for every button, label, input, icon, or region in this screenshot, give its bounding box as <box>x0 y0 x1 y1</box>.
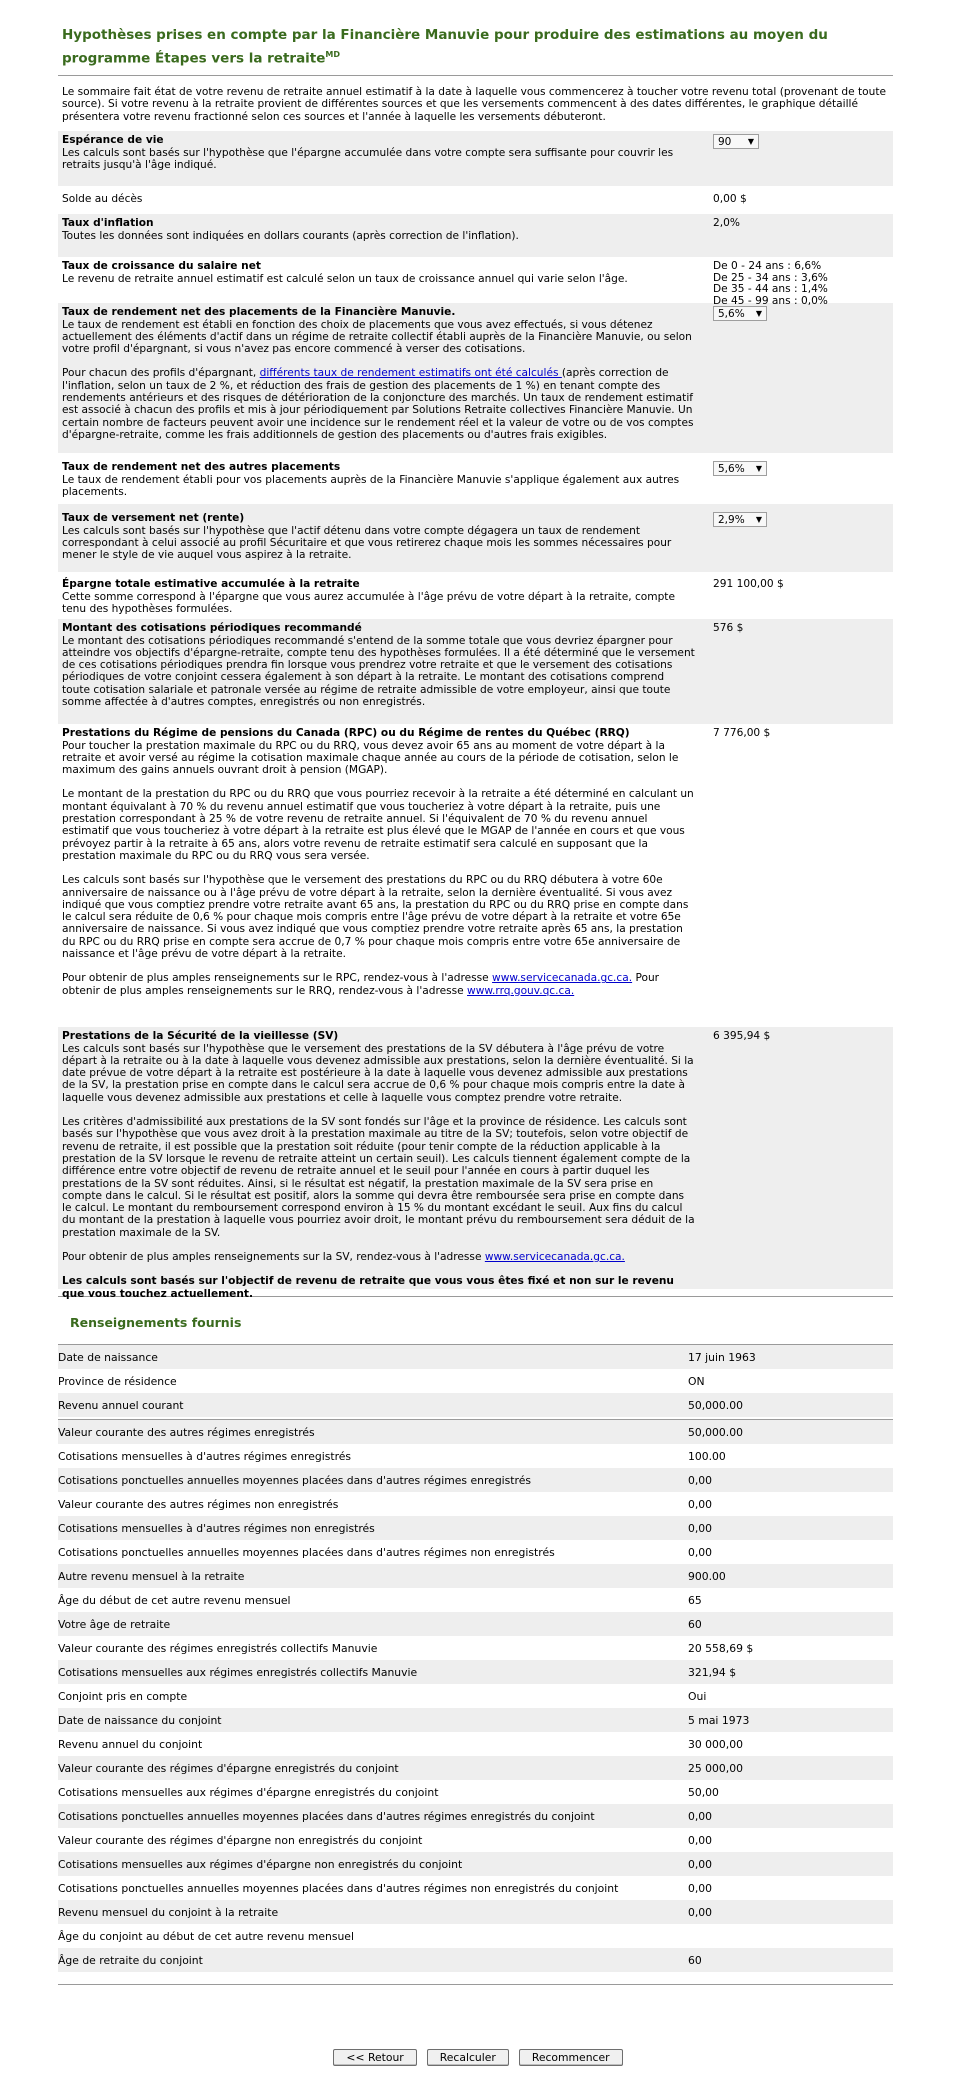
assumption-inflation: Taux d'inflation Toutes les données sont indiquées en dollars courants (après correction de l'inflation). 2,0% <box>58 214 893 257</box>
row-value: 25 000,00 <box>688 1761 743 1775</box>
row-label: Cotisations mensuelles aux régimes enregistrés collectifs Manuvie <box>58 1665 418 1679</box>
row-label: Votre âge de retraite <box>58 1617 171 1631</box>
recalculate-button[interactable]: Recalculer <box>427 2049 509 2066</box>
intro-text: Le sommaire fait état de votre revenu de retraite annuel estimatif à la date à laquelle vous commencerez à toucher votre revenu total (provenant de toute source). Si votre revenu à la retraite provient de différentes sources et que les versements commencent à des dates différentes, le graphique détaillé présentera votre revenu fractionné selon ces sources et l'année à laquelle les versements débuteront. <box>62 85 887 123</box>
table-row <box>58 1900 893 1924</box>
row-label: Cotisations mensuelles à d'autres régimes non enregistrés <box>58 1521 375 1535</box>
assumptions-page <box>58 0 893 1985</box>
back-button[interactable]: << Retour <box>333 2049 416 2066</box>
table-row <box>58 1516 893 1540</box>
row-value: 60 <box>688 1617 702 1631</box>
row-label: Cotisations mensuelles aux régimes d'épargne non enregistrés du conjoint <box>58 1857 463 1871</box>
row-value: 17 juin 1963 <box>688 1350 756 1364</box>
provided-info-title: Renseignements fournis <box>70 1315 242 1331</box>
other-return-select[interactable]: 5,6% ▼ <box>713 461 767 476</box>
table-row <box>58 1420 893 1444</box>
assumption-balance-at-death: Solde au décès 0,00 $ <box>62 193 747 206</box>
row-value: 30 000,00 <box>688 1737 743 1751</box>
assumption-payout-rate: Taux de versement net (rente) Les calculs sont basés sur l'hypothèse que l'actif détenu dans votre compte dégagera un taux de rendement correspondant à celui associé au profil Sécuritaire et que vous retirerez chaque mois les sommes nécessaires pour mener le style de vie auquel vous aspirez à la retraite. 2,9% ▼ <box>58 504 893 572</box>
row-value: 50,000.00 <box>688 1398 743 1412</box>
row-label: Cotisations ponctuelles annuelles moyennes placées dans d'autres régimes non enregistrés du conjoint <box>58 1881 619 1895</box>
servicecanada-oas-link[interactable]: www.servicecanada.gc.ca. <box>484 1251 625 1264</box>
row-value: 50,00 <box>688 1785 719 1799</box>
row-label: Valeur courante des régimes d'épargne enregistrés du conjoint <box>58 1761 399 1775</box>
row-label: Valeur courante des régimes d'épargne non enregistrés du conjoint <box>58 1833 423 1847</box>
table-row <box>58 1393 893 1417</box>
row-label: Valeur courante des autres régimes non enregistrés <box>58 1497 339 1511</box>
button-bar <box>0 2049 956 2066</box>
assumption-life-expectancy: Espérance de vie Les calculs sont basés sur l'hypothèse que l'épargne accumulée dans votre compte sera suffisante pour couvrir les retraits jusqu'à l'âge indiqué. 90 ▼ <box>58 131 893 186</box>
page-title: Hypothèses prises en compte par la Financière Manuvie pour produire des estimations au moyen du programme Étapes vers la retraite$^{MD}$ <box>62 27 828 67</box>
table-row <box>58 1345 893 1369</box>
table-row <box>58 1660 893 1684</box>
row-value: 0,00 <box>688 1905 713 1919</box>
row-value: 5 mai 1973 <box>688 1713 750 1727</box>
table-row <box>58 1876 893 1900</box>
row-value: 60 <box>688 1953 702 1967</box>
assumption-other-return: Taux de rendement net des autres placements Le taux de rendement établi pour vos placements auprès de la Financière Manuvie s'applique également aux autres placements. 5,6% ▼ <box>58 453 893 504</box>
restart-button[interactable]: Recommencer <box>519 2049 623 2066</box>
row-value: 0,00 <box>688 1857 713 1871</box>
row-label: Revenu annuel courant <box>58 1398 184 1412</box>
table-row <box>58 1588 893 1612</box>
life-expectancy-select[interactable]: 90 ▼ <box>713 134 759 149</box>
table-row <box>58 1924 893 1948</box>
row-label: Âge de retraite du conjoint <box>58 1953 203 1967</box>
assumption-oas: Prestations de la Sécurité de la vieillesse (SV) Les calculs sont basés sur l'hypothèse que le versement des prestations de la SV débutera à l'âge prévu de votre départ à la retraite ou à la date à laquelle vous devenez admissible aux prestations, selon la dernière éventualité. Si la date prévue de votre départ à la retraite est postérieure à la date à laquelle vous devenez admissible aux prestations de la SV, la prestation prise en compte dans le calcul sera accrue de 0,6 % pour chaque mois compris entre la date à laquelle vous devenez admissible aux prestations et celle à laquelle vous comptez prendre votre retraite. Les critères d'admissibilité aux prestations de la SV sont fondés sur l'âge et la province de résidence. Les calculs sont basés sur l'hypothèse que vous avez droit à la prestation maximale au titre de la SV; toutefois, selon votre objectif de revenu de retraite, il est possible que la prestation soit réduite (pour tenir compte de la réduction applicable à la prestation de la SV lorsque le revenu de retraite atteint un certain seuil). Les calculs tiennent également compte de la différence entre votre objectif de revenu de retraite annuel et le seuil pour l'année en cours à partir duquel les prestations de la SV sont réduites. Ainsi, si le résultat est négatif, la prestation maximale de la SV sera prise en compte dans le calcul. Si le résultat est positif, alors la somme qui devra être remboursée sera prise en compte dans le calcul. Le montant du remboursement correspond environ à 15 % du montant excédant le seuil. Aux fins du calcul du montant de la prestation à laquelle vous pourriez avoir droit, le montant prévu du remboursement sera déduit de la prestation maximale de la SV. Pour obtenir de plus amples renseignements sur la SV, rendez-vous à l'adresse www.servicecanada.gc.ca. Les calculs sont basés sur l'objectif de revenu de retraite que vous vous êtes fixé et non sur le revenu que vous touchez actuellement. 6 395,94 $ <box>58 1027 893 1289</box>
assumption-cpp: Prestations du Régime de pensions du Canada (RPC) ou du Régime de rentes du Québec (RRQ) Pour toucher la prestation maximale du RPC ou du RRQ, vous devez avoir 65 ans au moment de votre départ à la retraite et avoir versé au régime la cotisation maximale chaque année au cours de la période de cotisation, selon le maximum des gains annuels ouvrant droit à pension (MGAP). Le montant de la prestation du RPC ou du RRQ que vous pourriez recevoir à la retraite a été déterminé en calculant un montant équivalant à 70 % du revenu annuel estimatif que vous toucheriez à votre départ à la retraite, puis une prestation correspondant à 25 % de votre revenu de retraite annuel. Si l'équivalent de 70 % du revenu annuel estimatif que vous toucheriez à votre départ à la retraite est plus élevé que le MGAP de l'année en cours et que vous prévoyez partir à la retraite à 65 ans, alors votre revenu de retraite estimatif sera calculé en supposant que la prestation maximale du RPC ou du RRQ vous sera versée. Les calculs sont basés sur l'hypothèse que le versement des prestations du RPC ou du RRQ débutera à votre 60e anniversaire de naissance ou à l'âge prévu de votre départ à la retraite, selon la dernière éventualité. Si vous avez indiqué que vous comptiez prendre votre retraite avant 65 ans, la prestation du RPC ou du RRQ prise en compte dans le calcul sera réduite de 0,6 % pour chaque mois compris entre l'âge prévu de votre départ à la retraite et votre 65e anniversaire de naissance. Si vous avez indiqué que vous comptiez prendre votre retraite après 65 ans, la prestation du RPC ou du RRQ prise en compte sera accrue de 0,7 % pour chaque mois compris entre votre 65e anniversaire de naissance et l'âge prévu de votre départ à la retraite. Pour obtenir de plus amples renseignements sur le RPC, rendez-vous à l'adresse www.servicecanada.gc.ca. Pour obtenir de plus amples renseignements sur le RRQ, rendez-vous à l'adresse www.rrq.gouv.qc.ca. 7 776,00 $ <box>62 727 771 997</box>
row-value: 20 558,69 $ <box>688 1641 754 1655</box>
row-label: Cotisations ponctuelles annuelles moyennes placées dans d'autres régimes non enregistrés <box>58 1545 555 1559</box>
row-value: 100.00 <box>688 1449 726 1463</box>
divider <box>58 1984 893 1985</box>
row-label: Âge du début de cet autre revenu mensuel <box>58 1593 291 1607</box>
return-rates-link[interactable]: différents taux de rendement estimatifs ont été calculés <box>259 367 562 380</box>
table-row <box>58 1369 893 1393</box>
dropdown-arrow-icon: ▼ <box>755 308 762 318</box>
table-row <box>58 1564 893 1588</box>
row-value: 0,00 <box>688 1521 713 1535</box>
table-row <box>58 1540 893 1564</box>
assumption-salary-growth: Taux de croissance du salaire net Le revenu de retraite annuel estimatif est calculé selon un taux de croissance annuel qui varie selon l'âge. De 0 - 24 ans : 6,6% De 25 - 34 ans : 3,6% De 35 - 44 ans : 1,4% De 45 - 99 ans : 0,0% <box>62 260 828 307</box>
row-value: 900.00 <box>688 1569 726 1583</box>
assumption-manulife-return: Taux de rendement net des placements de la Financière Manuvie. Le taux de rendement est établi en fonction des choix de placements que vous avez effectués, si vous détenez actuellement des éléments d'actif dans un régime de retraite collectif établi auprès de la Financière Manuvie, ou selon votre profil d'épargnant, si vous n'avez pas encore commencé à verser des cotisations. Pour chacun des profils d'épargnant, différents taux de rendement estimatifs ont été calculés (après correction de l'inflation, selon un taux de 2 %, et réduction des frais de gestion des placements de 1 %) en tenant compte des rendements antérieurs et des risques de détérioration de la conjoncture des marchés. Un taux de rendement estimatif est associé à chacun des profils et mis à jour périodiquement par Solutions Retraite collectives Financière Manuvie. Un certain nombre de facteurs peuvent avoir une incidence sur le rendement réel et la valeur de votre ou de vos comptes d'épargne-retraite, comme les frais additionnels de gestion des placements ou d'autres frais exigibles. 5,6% ▼ <box>58 303 893 453</box>
row-label: Autre revenu mensuel à la retraite <box>58 1569 245 1583</box>
table-row <box>58 1948 893 1972</box>
dropdown-arrow-icon: ▼ <box>755 514 762 524</box>
row-label: Cotisations mensuelles à d'autres régimes enregistrés <box>58 1449 352 1463</box>
row-value: 321,94 $ <box>688 1665 737 1679</box>
row-value: 0,00 <box>688 1809 713 1823</box>
row-value: 50,000.00 <box>688 1425 743 1439</box>
table-row <box>58 1732 893 1756</box>
table-row <box>58 1804 893 1828</box>
row-label: Revenu annuel du conjoint <box>58 1737 203 1751</box>
table-row <box>58 1780 893 1804</box>
assumption-contributions: Montant des cotisations périodiques recommandé Le montant des cotisations périodiques recommandé s'entend de la somme totale que vous devriez épargner pour atteindre vos objectifs d'épargne-retraite, compte tenu des hypothèses formulées. Il a été déterminé que le versement de ces cotisations périodiques prendra fin lorsque vous prendrez votre retraite et que le versement des cotisations périodiques de votre conjoint cessera également à son départ à la retraite. Le montant des cotisations comprend toute cotisation salariale et patronale versée au régime de retraite admissible de votre employeur, ainsi que toute somme affectée à d'autres comptes, enregistrés ou non enregistrés. 576 $ <box>58 619 893 724</box>
row-label: Conjoint pris en compte <box>58 1689 188 1703</box>
row-label: Âge du conjoint au début de cet autre revenu mensuel <box>58 1929 354 1943</box>
row-label: Valeur courante des régimes enregistrés collectifs Manuvie <box>58 1641 378 1655</box>
row-label: Date de naissance <box>58 1350 158 1364</box>
assumption-total-savings: Épargne totale estimative accumulée à la retraite Cette somme correspond à l'épargne que vous aurez accumulée à l'âge prévu de votre départ à la retraite, compte tenu des hypothèses formulées. 291 100,00 $ <box>62 578 784 615</box>
table-row <box>58 1468 893 1492</box>
row-value: ON <box>688 1374 705 1388</box>
row-value: Oui <box>688 1689 707 1703</box>
row-label: Date de naissance du conjoint <box>58 1713 222 1727</box>
table-row <box>58 1708 893 1732</box>
row-value: 65 <box>688 1593 702 1607</box>
table-row <box>58 1492 893 1516</box>
row-value: 0,00 <box>688 1833 713 1847</box>
row-label: Cotisations ponctuelles annuelles moyennes placées dans d'autres régimes enregistrés du conjoint <box>58 1809 595 1823</box>
row-label: Province de résidence <box>58 1374 177 1388</box>
table-row <box>58 1636 893 1660</box>
table-row <box>58 1852 893 1876</box>
row-value: 0,00 <box>688 1473 713 1487</box>
row-value: 0,00 <box>688 1497 713 1511</box>
dropdown-arrow-icon: ▼ <box>755 463 762 473</box>
table-row <box>58 1756 893 1780</box>
row-value: 0,00 <box>688 1545 713 1559</box>
row-value: 0,00 <box>688 1881 713 1895</box>
servicecanada-link[interactable]: www.servicecanada.gc.ca. <box>492 972 633 985</box>
rrq-link[interactable]: www.rrq.gouv.qc.ca. <box>467 984 575 997</box>
payout-rate-select[interactable]: 2,9% ▼ <box>713 512 767 527</box>
table-row <box>58 1444 893 1468</box>
row-label: Cotisations ponctuelles annuelles moyennes placées dans d'autres régimes enregistrés <box>58 1473 532 1487</box>
manulife-return-select[interactable]: 5,6% ▼ <box>713 306 767 321</box>
table-row <box>58 1612 893 1636</box>
row-label: Revenu mensuel du conjoint à la retraite <box>58 1905 279 1919</box>
table-row <box>58 1828 893 1852</box>
row-label: Valeur courante des autres régimes enregistrés <box>58 1425 315 1439</box>
dropdown-arrow-icon: ▼ <box>747 136 754 146</box>
row-label: Cotisations mensuelles aux régimes d'épargne enregistrés du conjoint <box>58 1785 439 1799</box>
provided-info-table <box>58 1345 893 1972</box>
table-row <box>58 1684 893 1708</box>
